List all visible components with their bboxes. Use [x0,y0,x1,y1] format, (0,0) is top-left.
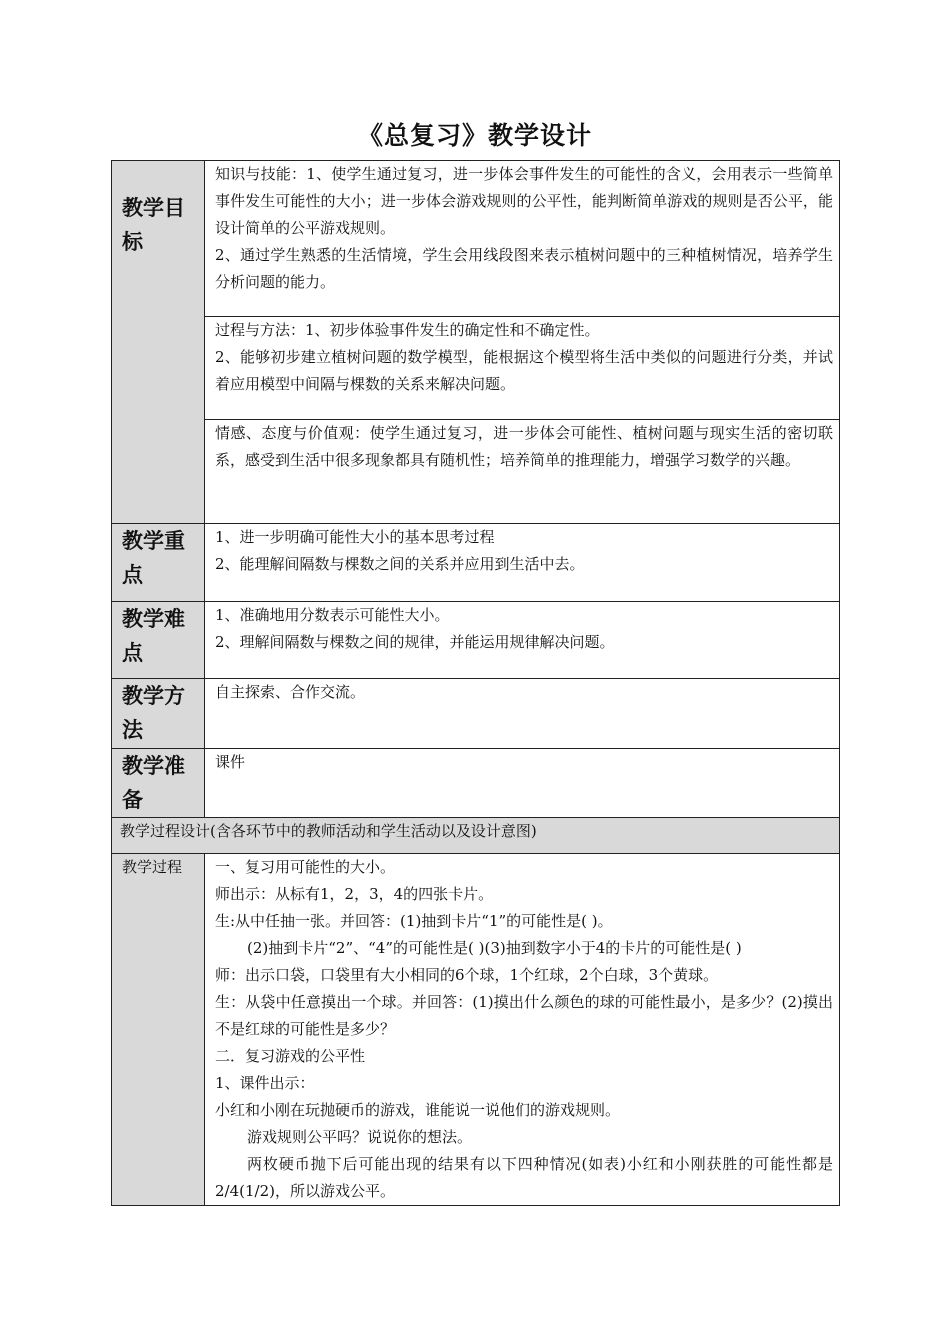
teaching-process-label: 教学过程 [112,854,205,1206]
objectives-emotion [205,420,840,524]
emotion-line-1: 情感、态度与价值观：使学生通过复习，进一步体会可能性、植树问题与现实生活的密切联系，感受到生活中很多现象都具有随机性；培养简单的推理能力，增强学习数学的兴趣。 [215,424,833,469]
method-content: 自主探索、合作交流。 [205,679,840,749]
process-step-7: 二．复习游戏的公平性 [215,1047,366,1065]
difficulty-2: 2、理解间隔数与棵数之间的规律，并能运用规律解决问题。 [215,633,615,651]
process-step-3: 生:从中任抽一张。并回答：(1)抽到卡片“1”的可能性是( )。 [215,912,613,930]
process-step-5: 师：出示口袋，口袋里有大小相同的6个球，1个红球，2个白球，3个黄球。 [215,966,719,984]
process-step-1: 一、复习用可能性的大小。 [215,858,396,876]
difficulties-content [205,602,840,679]
lesson-plan-table [111,160,840,1206]
key-points-content [205,524,840,602]
process-step-4: (2)抽到卡片“2”、“4”的可能性是( )(3)抽到数字小于4的卡片的可能性是( ) [247,939,742,957]
method-label: 教学方法 [112,679,205,749]
page-title: 《总复习》教学设计 [357,121,592,150]
teaching-process-content [205,854,840,1206]
key-points-label: 教学重点 [112,524,205,602]
process-step-10: 游戏规则公平吗？说说你的想法。 [247,1128,473,1146]
objectives-knowledge [205,161,840,317]
knowledge-line-2: 2、通过学生熟悉的生活情境，学生会用线段图来表示植树问题中的三种植树情况，培养学生分析问题的能力。 [215,246,833,291]
process-step-8: 1、课件出示： [215,1074,315,1092]
preparation-content: 课件 [205,749,840,818]
difficulty-1: 1、准确地用分数表示可能性大小。 [215,606,450,624]
knowledge-line-1: 知识与技能：1、使学生通过复习，进一步体会事件发生的可能性的含义，会用表示一些简单事件发生可能性的大小；进一步体会游戏规则的公平性，能判断简单游戏的规则是否公平，能设计简单的公平游戏规则。 [215,165,833,237]
process-step-9: 小红和小刚在玩抛硬币的游戏，谁能说一说他们的游戏规则。 [215,1101,621,1119]
preparation-label: 教学准备 [112,749,205,818]
process-line-2: 2、能够初步建立植树问题的数学模型，能根据这个模型将生活中类似的问题进行分类，并试着应用模型中间隔与棵数的关系来解决问题。 [215,348,833,393]
process-step-2: 师出示：从标有1，2，3，4的四张卡片。 [215,885,494,903]
process-step-11: 两枚硬币抛下后可能出现的结果有以下四种情况(如表)小红和小刚获胜的可能性都是2/4(1/2)，所以游戏公平。 [215,1155,833,1200]
objectives-process [205,317,840,420]
key-point-2: 2、能理解间隔数与棵数之间的关系并应用到生活中去。 [215,555,585,573]
key-point-1: 1、进一步明确可能性大小的基本思考过程 [215,528,495,546]
process-step-6: 生：从袋中任意摸出一个球。并回答：(1)摸出什么颜色的球的可能性最小，是多少？(2)摸出不是红球的可能性是多少？ [215,993,833,1038]
process-design-header: 教学过程设计(含各环节中的教师活动和学生活动以及设计意图) [112,818,840,854]
process-line-1: 过程与方法：1、初步体验事件发生的确定性和不确定性。 [215,321,600,339]
difficulties-label: 教学难点 [112,602,205,679]
objectives-label: 教学目标 [112,161,205,524]
